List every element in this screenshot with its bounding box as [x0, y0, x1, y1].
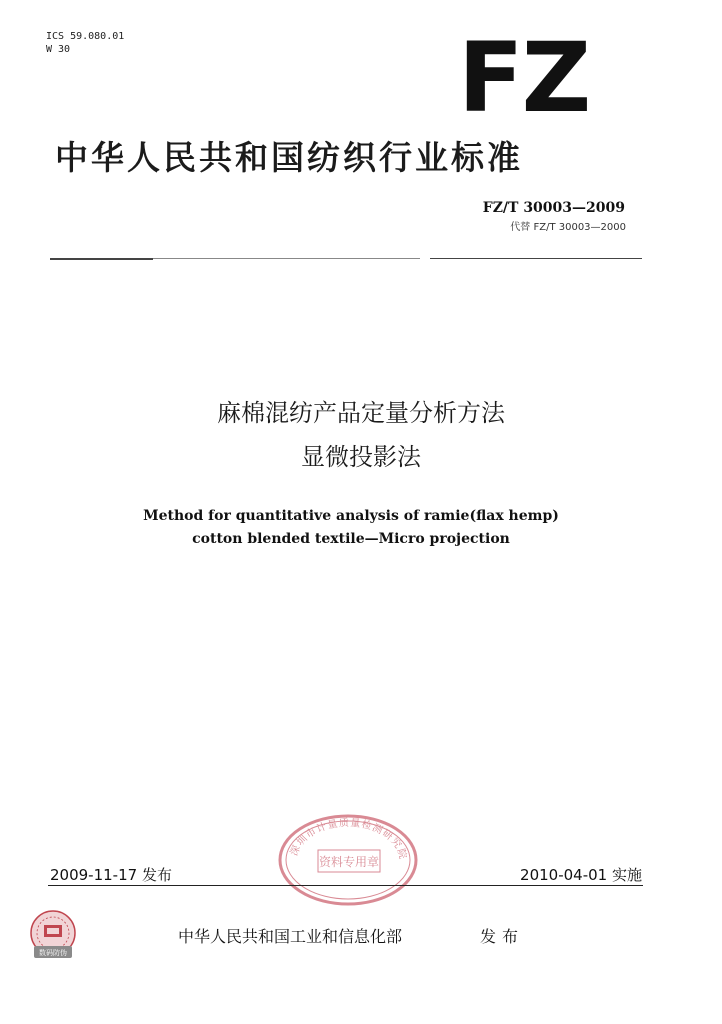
standard-number: FZ/T 30003—2009	[482, 200, 625, 216]
document-seal-stamp	[272, 806, 422, 910]
title-cn-line1: 麻棉混纺产品定量分析方法	[217, 399, 505, 427]
publish-label: 发布	[480, 927, 525, 946]
badge-label: 数码防伪	[39, 949, 67, 957]
title-cn-line2: 显微投影法	[301, 443, 421, 471]
organization-title: 中华人民共和国纺织行业标准	[55, 138, 523, 177]
seal-center-text: 资料专用章	[318, 855, 380, 869]
publisher-name: 中华人民共和国工业和信息化部	[178, 927, 403, 946]
classification-code: W 30	[46, 44, 71, 55]
fz-logo: FZ	[458, 22, 590, 134]
ics-code: ICS 59.080.01	[46, 31, 125, 42]
effective-date: 2010-04-01 实施	[520, 866, 642, 884]
anti-counterfeit-badge	[28, 908, 78, 966]
header-rule-left	[50, 258, 153, 260]
title-en-line2: cotton blended textile—Micro projection	[192, 531, 510, 547]
issue-date: 2009-11-17 发布	[50, 866, 172, 884]
header-rule-middle	[153, 258, 420, 259]
footer-rule	[48, 885, 643, 886]
header-rule-right	[430, 258, 642, 259]
replaces-standard: 代替 FZ/T 30003—2000	[510, 222, 626, 233]
ics-code-block	[46, 30, 124, 56]
title-en-line1: Method for quantitative analysis of ramie(flax hemp)	[143, 508, 559, 524]
seal-ring-text: 深圳市计量质量检测研究院	[288, 817, 409, 862]
